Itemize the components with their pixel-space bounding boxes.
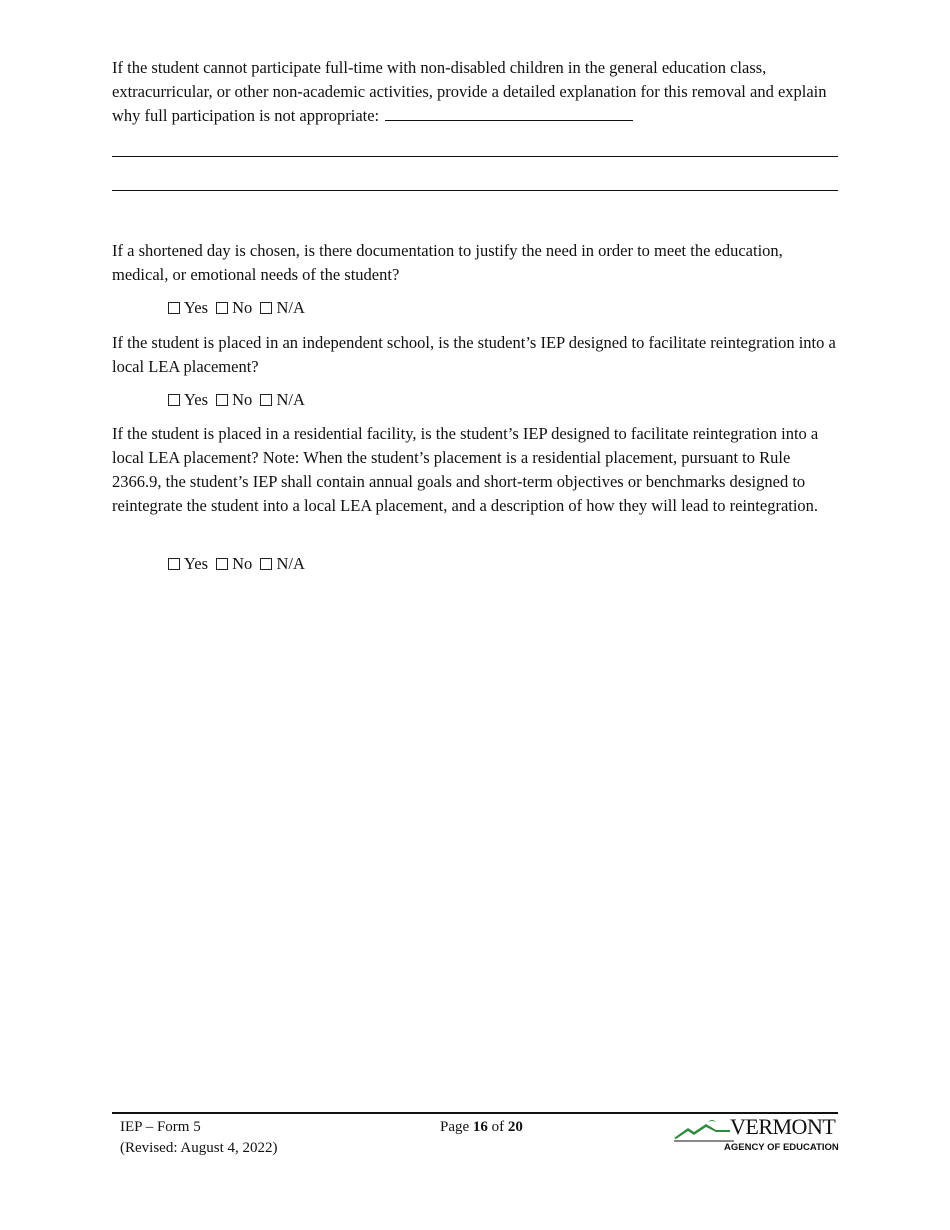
page-total: 20 — [507, 1119, 523, 1135]
yes-checkbox[interactable] — [168, 302, 180, 314]
question-text: If a shortened day is chosen, is there documentation to justify the need in order to meet the education, medical, or emotional needs of the student? — [112, 241, 783, 284]
no-checkbox[interactable] — [216, 394, 228, 406]
na-checkbox[interactable] — [260, 558, 272, 570]
page-number — [440, 1117, 523, 1138]
explanation-blank-line-1[interactable] — [112, 156, 838, 157]
yes-checkbox[interactable] — [168, 558, 180, 570]
question-residential-facility — [112, 422, 838, 518]
yes-label: Yes — [184, 554, 209, 573]
explanation-blank-inline[interactable] — [385, 106, 633, 121]
na-label: N/A — [276, 298, 305, 317]
question-text: If the student is placed in an independent school, is the student’s IEP designed to facilitate reintegration into a local LEA placement? — [112, 333, 836, 376]
options-independent-school — [168, 390, 309, 410]
na-label: N/A — [276, 390, 305, 409]
options-shortened-day — [168, 298, 309, 318]
no-checkbox[interactable] — [216, 302, 228, 314]
options-residential-facility — [168, 554, 309, 574]
page-current: 16 — [472, 1119, 488, 1135]
no-label: No — [232, 298, 253, 317]
na-checkbox[interactable] — [260, 302, 272, 314]
yes-label: Yes — [184, 298, 209, 317]
question-text: If the student is placed in a residential facility, is the student’s IEP designed to facilitate reintegration into a local LEA placement? Note: When the student’s placement is a residential placement, pursuant to Rule 2366.9, the student’s IEP shall contain annual goals and short-term objectives or benchmarks designed to reintegrate the student into a local LEA placement, and a description of how they will lead to reintegration. — [112, 424, 819, 515]
footer-form-info — [120, 1117, 278, 1159]
revised-date: (Revised: August 4, 2022) — [120, 1140, 278, 1156]
no-checkbox[interactable] — [216, 558, 228, 570]
na-checkbox[interactable] — [260, 394, 272, 406]
page-of: of — [491, 1119, 505, 1135]
na-label: N/A — [276, 554, 305, 573]
question-text: If the student cannot participate full-time with non-disabled children in the general education class, extracurricular, or other non-academic activities, provide a detailed explanation for this removal and explain why full participation is not appropriate: — [112, 58, 827, 125]
yes-checkbox[interactable] — [168, 394, 180, 406]
yes-label: Yes — [184, 390, 209, 409]
no-label: No — [232, 554, 253, 573]
no-label: No — [232, 390, 253, 409]
form-name: IEP – Form 5 — [120, 1119, 201, 1135]
question-independent-school — [112, 331, 838, 379]
question-shortened-day — [112, 239, 838, 287]
explanation-blank-line-2[interactable] — [112, 190, 838, 191]
question-full-participation — [112, 56, 838, 128]
vermont-aoe-logo — [672, 1114, 839, 1156]
logo-subtitle: AGENCY OF EDUCATION — [724, 1142, 839, 1153]
page-word: Page — [440, 1119, 470, 1135]
logo-name: VERMONT — [730, 1114, 836, 1139]
